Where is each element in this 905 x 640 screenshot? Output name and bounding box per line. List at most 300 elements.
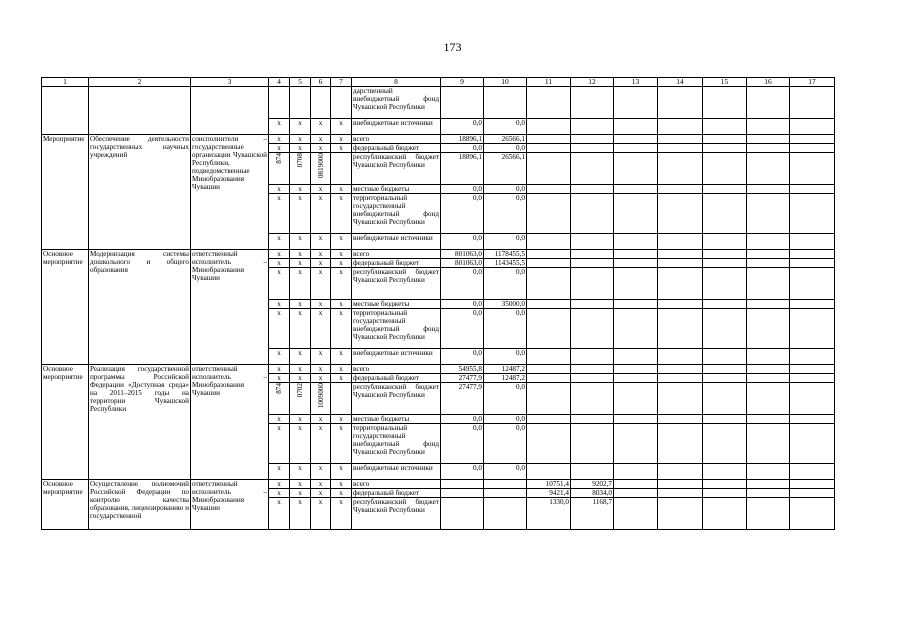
column-header: 7 bbox=[331, 78, 352, 87]
column-header: 17 bbox=[790, 78, 835, 87]
code-x-cell: x bbox=[331, 259, 352, 268]
status-cell: Основное мероприятие bbox=[42, 365, 89, 480]
value-cell bbox=[484, 480, 527, 489]
value-cell: 10751,4 bbox=[527, 480, 571, 489]
value-cell bbox=[571, 194, 614, 234]
value-cell: 1330,0 bbox=[527, 498, 571, 530]
value-cell bbox=[703, 119, 747, 135]
value-cell bbox=[703, 234, 747, 250]
column-header: 2 bbox=[89, 78, 191, 87]
value-cell bbox=[703, 135, 747, 144]
code-x-cell: x bbox=[331, 119, 352, 135]
value-cell bbox=[790, 268, 835, 300]
value-cell bbox=[614, 119, 658, 135]
executor-cell: ответственный исполнитель – Минобразования Чувашии bbox=[191, 250, 269, 365]
value-cell: 27477,9 bbox=[441, 374, 484, 383]
value-cell bbox=[790, 374, 835, 383]
value-cell bbox=[790, 415, 835, 424]
budget-code: 0708 bbox=[296, 153, 304, 168]
page-number: 173 bbox=[443, 40, 462, 54]
value-cell: 0,0 bbox=[484, 194, 527, 234]
value-cell: 801063,0 bbox=[441, 250, 484, 259]
code-x-cell: x bbox=[290, 119, 311, 135]
code-x-cell: x bbox=[290, 309, 311, 349]
value-cell bbox=[614, 194, 658, 234]
value-cell bbox=[790, 309, 835, 349]
measure-name-cell: Реализация государственной программы Российской Федерации «Доступная среда» на 2011–2015 годы на территории Чувашской Республики bbox=[89, 365, 191, 480]
executor-cell: ответственный исполнитель – Минобразования Чувашии bbox=[191, 480, 269, 530]
budget-table bbox=[41, 77, 835, 530]
value-cell bbox=[790, 194, 835, 234]
value-cell bbox=[658, 87, 703, 119]
value-cell bbox=[658, 250, 703, 259]
value-cell bbox=[658, 374, 703, 383]
code-x-cell: x bbox=[269, 259, 290, 268]
code-cell bbox=[331, 383, 352, 415]
value-cell bbox=[747, 309, 790, 349]
value-cell bbox=[614, 144, 658, 153]
code-x-cell: x bbox=[290, 415, 311, 424]
column-header: 4 bbox=[269, 78, 290, 87]
budget-code: 0819000 bbox=[316, 153, 325, 179]
value-cell bbox=[614, 259, 658, 268]
value-cell: 35000,0 bbox=[484, 300, 527, 309]
funding-source-cell: внебюджетные источники bbox=[352, 119, 441, 135]
code-x-cell: x bbox=[311, 498, 331, 530]
value-cell bbox=[747, 498, 790, 530]
value-cell bbox=[703, 268, 747, 300]
value-cell bbox=[790, 135, 835, 144]
value-cell bbox=[527, 309, 571, 349]
value-cell bbox=[571, 259, 614, 268]
code-x-cell: x bbox=[290, 194, 311, 234]
code-x-cell: x bbox=[331, 365, 352, 374]
value-cell bbox=[614, 464, 658, 480]
value-cell: 0,0 bbox=[484, 309, 527, 349]
code-x-cell: x bbox=[269, 268, 290, 300]
code-x-cell: x bbox=[290, 498, 311, 530]
value-cell bbox=[703, 194, 747, 234]
funding-source-cell: дарственный внебюджетный фонд Чувашской Республики bbox=[352, 87, 441, 119]
value-cell bbox=[571, 153, 614, 185]
value-cell bbox=[703, 415, 747, 424]
column-header: 15 bbox=[703, 78, 747, 87]
value-cell bbox=[747, 300, 790, 309]
value-cell bbox=[571, 383, 614, 415]
funding-source-cell: республиканский бюджет Чувашской Республики bbox=[352, 153, 441, 185]
code-x-cell: x bbox=[290, 464, 311, 480]
funding-source-cell: территориальный государственный внебюджетный фонд Чувашской Республики bbox=[352, 194, 441, 234]
code-x-cell: x bbox=[290, 185, 311, 194]
funding-source-cell: внебюджетные источники bbox=[352, 349, 441, 365]
code-x-cell: x bbox=[311, 349, 331, 365]
code-x-cell: x bbox=[311, 250, 331, 259]
code-x-cell: x bbox=[269, 498, 290, 530]
value-cell bbox=[441, 480, 484, 489]
value-cell: 0,0 bbox=[484, 119, 527, 135]
table-row bbox=[42, 87, 835, 119]
value-cell bbox=[441, 498, 484, 530]
value-cell bbox=[703, 365, 747, 374]
value-cell bbox=[703, 185, 747, 194]
value-cell bbox=[527, 250, 571, 259]
code-x-cell: x bbox=[290, 424, 311, 464]
funding-source-cell: республиканский бюджет Чувашской Республики bbox=[352, 383, 441, 415]
value-cell bbox=[658, 194, 703, 234]
code-x-cell: x bbox=[269, 489, 290, 498]
value-cell bbox=[571, 464, 614, 480]
value-cell bbox=[441, 489, 484, 498]
code-x-cell: x bbox=[290, 365, 311, 374]
value-cell: 0,0 bbox=[441, 424, 484, 464]
value-cell: 0,0 bbox=[484, 424, 527, 464]
header-row bbox=[42, 78, 835, 87]
column-header: 10 bbox=[484, 78, 527, 87]
value-cell bbox=[790, 464, 835, 480]
code-x-cell: x bbox=[290, 300, 311, 309]
value-cell bbox=[527, 300, 571, 309]
funding-source-cell: республиканский бюджет Чувашской Республики bbox=[352, 268, 441, 300]
code-x-cell: x bbox=[331, 144, 352, 153]
value-cell bbox=[747, 234, 790, 250]
value-cell bbox=[658, 135, 703, 144]
value-cell bbox=[527, 144, 571, 153]
code-x-cell: x bbox=[331, 250, 352, 259]
value-cell bbox=[790, 498, 835, 530]
budget-code-cell bbox=[311, 153, 331, 185]
funding-source-cell: местные бюджеты bbox=[352, 185, 441, 194]
budget-code-cell bbox=[311, 383, 331, 415]
column-header: 12 bbox=[571, 78, 614, 87]
value-cell bbox=[658, 480, 703, 489]
column-header: 3 bbox=[191, 78, 269, 87]
code-x-cell: x bbox=[269, 309, 290, 349]
code-x-cell: x bbox=[311, 185, 331, 194]
value-cell bbox=[703, 464, 747, 480]
value-cell bbox=[614, 185, 658, 194]
value-cell bbox=[571, 300, 614, 309]
value-cell bbox=[571, 185, 614, 194]
value-cell bbox=[703, 309, 747, 349]
value-cell bbox=[658, 365, 703, 374]
value-cell bbox=[571, 87, 614, 119]
value-cell: 0,0 bbox=[484, 234, 527, 250]
value-cell bbox=[527, 234, 571, 250]
value-cell bbox=[658, 268, 703, 300]
value-cell: 0,0 bbox=[484, 268, 527, 300]
table-row bbox=[42, 250, 835, 259]
value-cell bbox=[614, 424, 658, 464]
value-cell bbox=[527, 185, 571, 194]
funding-source-cell: федеральный бюджет bbox=[352, 259, 441, 268]
value-cell: 0,0 bbox=[441, 309, 484, 349]
value-cell bbox=[790, 383, 835, 415]
value-cell bbox=[571, 119, 614, 135]
value-cell bbox=[747, 250, 790, 259]
code-x-cell: x bbox=[331, 498, 352, 530]
value-cell bbox=[747, 480, 790, 489]
measure-name-cell: Обеспечение деятельности государственных научных учреждений bbox=[89, 135, 191, 250]
value-cell: 0,0 bbox=[441, 349, 484, 365]
value-cell bbox=[658, 424, 703, 464]
code-x-cell: x bbox=[331, 489, 352, 498]
code-x-cell: x bbox=[311, 119, 331, 135]
value-cell bbox=[703, 383, 747, 415]
code-cell bbox=[311, 87, 331, 119]
code-x-cell: x bbox=[331, 234, 352, 250]
code-x-cell: x bbox=[269, 424, 290, 464]
code-x-cell: x bbox=[311, 424, 331, 464]
table-row bbox=[42, 480, 835, 489]
value-cell bbox=[658, 309, 703, 349]
value-cell bbox=[703, 153, 747, 185]
value-cell: 0,0 bbox=[484, 383, 527, 415]
funding-source-cell: федеральный бюджет bbox=[352, 144, 441, 153]
funding-source-cell: местные бюджеты bbox=[352, 300, 441, 309]
value-cell: 0,0 bbox=[484, 464, 527, 480]
column-header: 16 bbox=[747, 78, 790, 87]
value-cell bbox=[790, 144, 835, 153]
value-cell bbox=[614, 250, 658, 259]
value-cell bbox=[527, 383, 571, 415]
value-cell bbox=[658, 144, 703, 153]
funding-source-cell: территориальный государственный внебюджетный фонд Чувашской Республики bbox=[352, 309, 441, 349]
budget-code: 874 bbox=[275, 383, 283, 394]
value-cell bbox=[747, 383, 790, 415]
funding-source-cell: всего bbox=[352, 365, 441, 374]
value-cell bbox=[747, 365, 790, 374]
column-header: 1 bbox=[42, 78, 89, 87]
value-cell bbox=[790, 480, 835, 489]
value-cell bbox=[703, 489, 747, 498]
measure-name-cell: Модернизация системы дошкольного и общего образования bbox=[89, 250, 191, 365]
value-cell bbox=[703, 424, 747, 464]
value-cell bbox=[703, 259, 747, 268]
status-cell bbox=[42, 87, 89, 135]
funding-source-cell: республиканский бюджет Чувашской Республики bbox=[352, 498, 441, 530]
value-cell bbox=[790, 300, 835, 309]
table-row bbox=[42, 135, 835, 144]
value-cell bbox=[790, 259, 835, 268]
value-cell bbox=[571, 144, 614, 153]
value-cell: 0,0 bbox=[441, 415, 484, 424]
code-x-cell: x bbox=[269, 480, 290, 489]
value-cell bbox=[658, 349, 703, 365]
value-cell bbox=[527, 87, 571, 119]
code-x-cell: x bbox=[311, 194, 331, 234]
value-cell bbox=[614, 300, 658, 309]
code-x-cell: x bbox=[269, 365, 290, 374]
value-cell: 9421,4 bbox=[527, 489, 571, 498]
code-x-cell: x bbox=[331, 185, 352, 194]
value-cell bbox=[614, 349, 658, 365]
code-x-cell: x bbox=[290, 144, 311, 153]
value-cell bbox=[527, 119, 571, 135]
value-cell bbox=[527, 464, 571, 480]
code-x-cell: x bbox=[311, 464, 331, 480]
value-cell bbox=[747, 424, 790, 464]
code-x-cell: x bbox=[311, 135, 331, 144]
value-cell bbox=[527, 135, 571, 144]
budget-code-cell bbox=[269, 383, 290, 415]
value-cell bbox=[614, 498, 658, 530]
code-x-cell: x bbox=[331, 424, 352, 464]
value-cell: 54955,8 bbox=[441, 365, 484, 374]
value-cell bbox=[703, 250, 747, 259]
code-x-cell: x bbox=[331, 268, 352, 300]
value-cell bbox=[703, 349, 747, 365]
value-cell bbox=[703, 87, 747, 119]
value-cell bbox=[527, 194, 571, 234]
value-cell bbox=[703, 300, 747, 309]
value-cell bbox=[747, 268, 790, 300]
column-header: 9 bbox=[441, 78, 484, 87]
code-x-cell: x bbox=[311, 489, 331, 498]
budget-code: 0702 bbox=[296, 383, 304, 398]
budget-code-cell bbox=[290, 383, 311, 415]
value-cell bbox=[747, 464, 790, 480]
value-cell bbox=[614, 234, 658, 250]
value-cell: 0,0 bbox=[441, 300, 484, 309]
funding-source-cell: всего bbox=[352, 480, 441, 489]
value-cell bbox=[747, 87, 790, 119]
value-cell bbox=[527, 415, 571, 424]
code-x-cell: x bbox=[311, 268, 331, 300]
value-cell bbox=[790, 234, 835, 250]
value-cell bbox=[658, 185, 703, 194]
funding-source-cell: федеральный бюджет bbox=[352, 374, 441, 383]
value-cell bbox=[790, 424, 835, 464]
column-header: 8 bbox=[352, 78, 441, 87]
code-x-cell: x bbox=[331, 300, 352, 309]
value-cell: 801063,0 bbox=[441, 259, 484, 268]
value-cell bbox=[571, 365, 614, 374]
value-cell bbox=[790, 349, 835, 365]
table-row bbox=[42, 365, 835, 374]
code-x-cell: x bbox=[311, 365, 331, 374]
value-cell: 0,0 bbox=[484, 185, 527, 194]
value-cell bbox=[571, 268, 614, 300]
value-cell bbox=[614, 374, 658, 383]
column-header: 6 bbox=[311, 78, 331, 87]
value-cell bbox=[484, 87, 527, 119]
value-cell: 0,0 bbox=[484, 349, 527, 365]
code-x-cell: x bbox=[269, 119, 290, 135]
code-x-cell: x bbox=[311, 144, 331, 153]
value-cell bbox=[614, 480, 658, 489]
executor-cell bbox=[191, 87, 269, 135]
value-cell bbox=[614, 383, 658, 415]
value-cell: 18896,1 bbox=[441, 153, 484, 185]
code-cell bbox=[290, 87, 311, 119]
value-cell bbox=[614, 489, 658, 498]
value-cell bbox=[747, 144, 790, 153]
value-cell: 0,0 bbox=[441, 234, 484, 250]
code-x-cell: x bbox=[269, 135, 290, 144]
code-x-cell: x bbox=[311, 374, 331, 383]
value-cell bbox=[703, 144, 747, 153]
value-cell: 0,0 bbox=[484, 415, 527, 424]
value-cell bbox=[527, 153, 571, 185]
code-x-cell: x bbox=[269, 144, 290, 153]
value-cell: 12487,2 bbox=[484, 374, 527, 383]
value-cell: 9202,7 bbox=[571, 480, 614, 489]
value-cell bbox=[790, 153, 835, 185]
value-cell bbox=[614, 268, 658, 300]
value-cell: 26566,1 bbox=[484, 153, 527, 185]
value-cell: 8034,0 bbox=[571, 489, 614, 498]
code-cell bbox=[269, 87, 290, 119]
code-x-cell: x bbox=[269, 415, 290, 424]
value-cell: 0,0 bbox=[441, 464, 484, 480]
executor-cell: соисполнители – государственные организации Чувашской Республики, подведомственные Минобразования Чувашии bbox=[191, 135, 269, 250]
code-x-cell: x bbox=[290, 480, 311, 489]
code-x-cell: x bbox=[269, 234, 290, 250]
value-cell bbox=[790, 87, 835, 119]
value-cell bbox=[658, 119, 703, 135]
value-cell bbox=[527, 268, 571, 300]
value-cell: 1168,7 bbox=[571, 498, 614, 530]
value-cell bbox=[658, 259, 703, 268]
value-cell bbox=[790, 489, 835, 498]
value-cell bbox=[658, 234, 703, 250]
value-cell bbox=[747, 374, 790, 383]
code-x-cell: x bbox=[269, 349, 290, 365]
value-cell: 27477,9 bbox=[441, 383, 484, 415]
value-cell bbox=[484, 489, 527, 498]
value-cell bbox=[527, 424, 571, 464]
funding-source-cell: всего bbox=[352, 250, 441, 259]
value-cell bbox=[571, 349, 614, 365]
value-cell bbox=[571, 415, 614, 424]
value-cell bbox=[527, 259, 571, 268]
value-cell bbox=[790, 119, 835, 135]
funding-source-cell: внебюджетные источники bbox=[352, 234, 441, 250]
value-cell bbox=[614, 309, 658, 349]
code-x-cell: x bbox=[331, 415, 352, 424]
value-cell bbox=[790, 365, 835, 374]
value-cell bbox=[658, 153, 703, 185]
code-x-cell: x bbox=[331, 480, 352, 489]
code-x-cell: x bbox=[269, 464, 290, 480]
budget-code-cell bbox=[290, 153, 311, 185]
value-cell bbox=[658, 383, 703, 415]
value-cell bbox=[703, 480, 747, 489]
budget-code: 874 bbox=[275, 153, 283, 164]
value-cell bbox=[658, 489, 703, 498]
code-x-cell: x bbox=[269, 374, 290, 383]
value-cell bbox=[747, 119, 790, 135]
value-cell bbox=[790, 185, 835, 194]
value-cell bbox=[571, 234, 614, 250]
value-cell bbox=[747, 153, 790, 185]
code-x-cell: x bbox=[290, 489, 311, 498]
code-x-cell: x bbox=[269, 185, 290, 194]
funding-source-cell: внебюджетные источники bbox=[352, 464, 441, 480]
value-cell bbox=[703, 498, 747, 530]
code-x-cell: x bbox=[290, 259, 311, 268]
value-cell bbox=[614, 153, 658, 185]
column-header: 14 bbox=[658, 78, 703, 87]
value-cell: 12487,2 bbox=[484, 365, 527, 374]
value-cell bbox=[747, 185, 790, 194]
code-x-cell: x bbox=[290, 349, 311, 365]
value-cell bbox=[658, 464, 703, 480]
funding-source-cell: местные бюджеты bbox=[352, 415, 441, 424]
value-cell: 0,0 bbox=[484, 144, 527, 153]
code-x-cell: x bbox=[331, 135, 352, 144]
code-x-cell: x bbox=[311, 300, 331, 309]
